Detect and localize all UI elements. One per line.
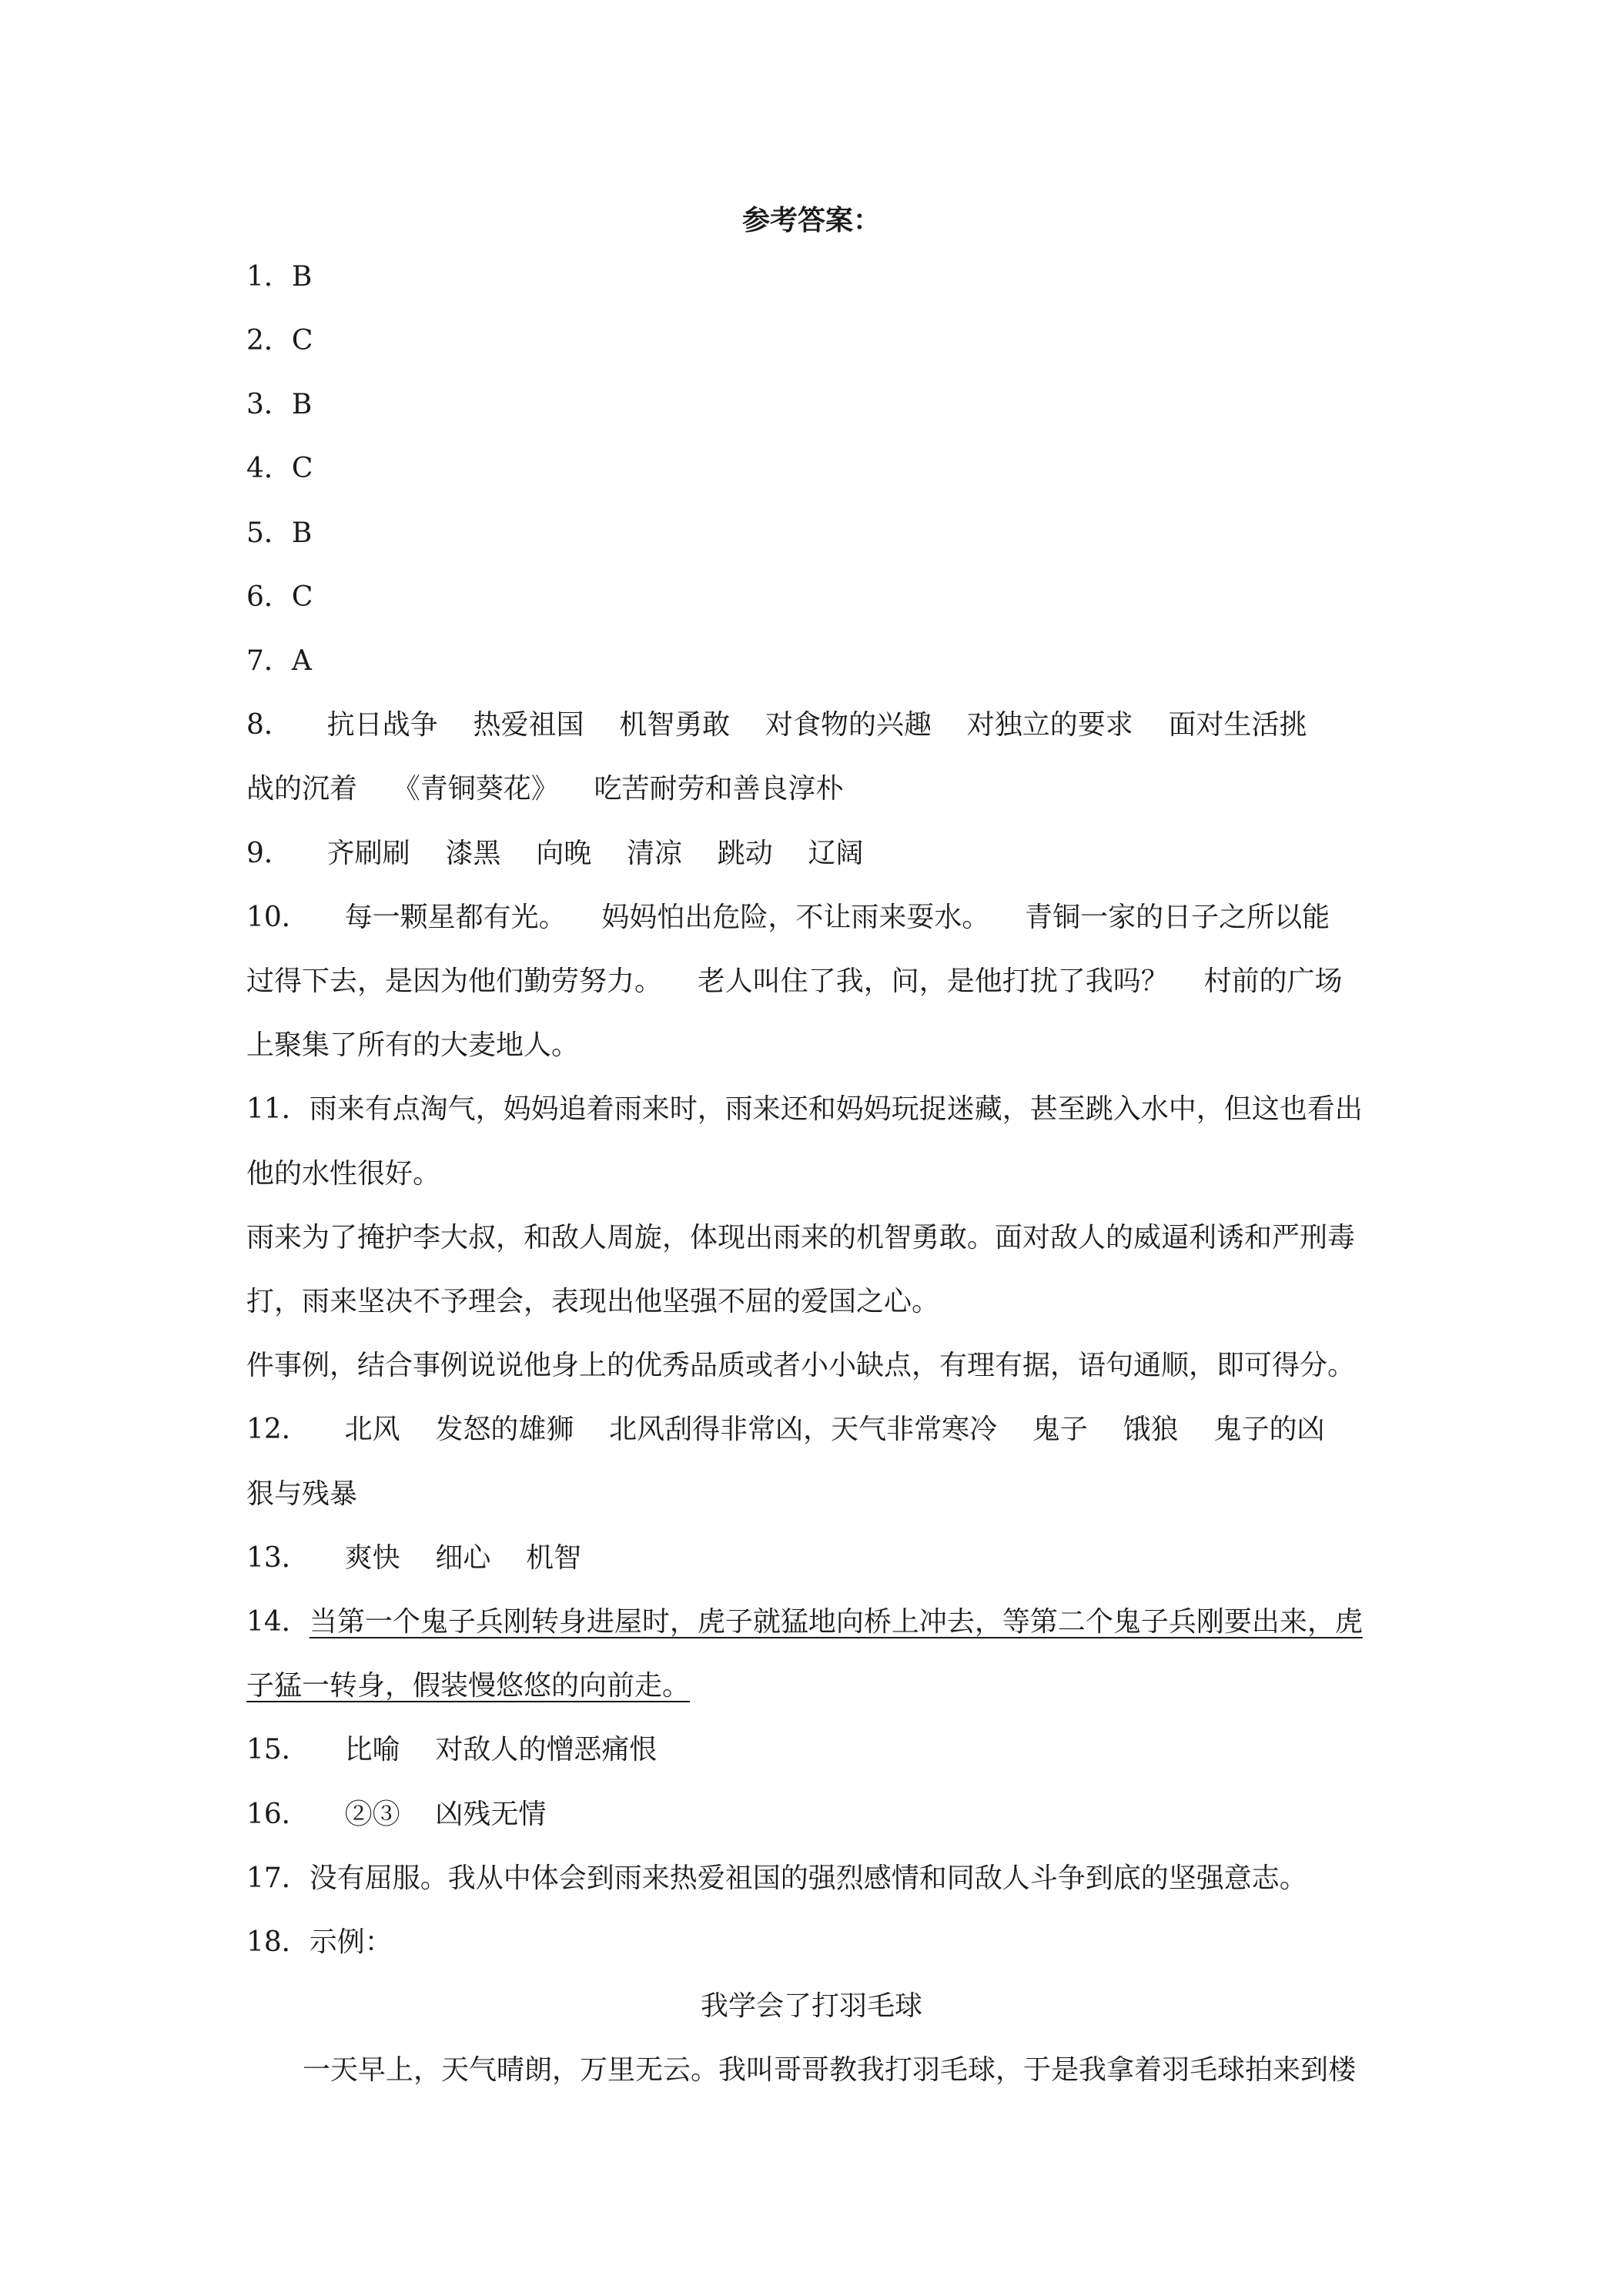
answer-14-line-1	[246, 1604, 1386, 1641]
page-title: 参考答案：	[741, 204, 881, 236]
answer-4: 4．C	[246, 453, 313, 484]
answer-10-line-1: 10． 每一颗星都有光。 妈妈怕出危险，不让雨来耍水。 青铜一家的日子之所以能	[246, 902, 1330, 933]
essay-paragraph-line-1: 一天早上，天气晴朗，万里无云。我叫哥哥教我打羽毛球，于是我拿着羽毛球拍来到楼	[303, 2054, 1357, 2086]
answer-11-line-4: 打，雨来坚决不予理会，表现出他坚强不屈的爱国之心。	[246, 1286, 940, 1317]
essay-title: 我学会了打羽毛球	[700, 1990, 922, 2022]
answer-13: 13． 爽快 细心 机智	[246, 1542, 582, 1574]
answer-2: 2．C	[246, 325, 313, 356]
answer-9: 9． 齐刷刷 漆黑 向晚 清凉 跳动 辽阔	[246, 838, 864, 869]
answer-16: 16． ②③ 凶残无情	[246, 1799, 547, 1830]
answer-10-line-2: 过得下去，是因为他们勤劳努力。 老人叫住了我，问，是他打扰了我吗？ 村前的广场	[246, 966, 1343, 997]
answer-12-line-2: 狠与残暴	[246, 1478, 358, 1510]
answer-17: 17．没有屈服。我从中体会到雨来热爱祖国的强烈感情和同敌人斗争到底的坚强意志。	[246, 1863, 1307, 1894]
answer-6: 6．C	[246, 581, 313, 613]
answer-1: 1．B	[246, 261, 313, 293]
answer-12-line-1: 12． 北风 发怒的雄狮 北风刮得非常凶，天气非常寒冷 鬼子 饿狼 鬼子的凶	[246, 1414, 1325, 1445]
answer-14-underlined-text: 当第一个鬼子兵刚转身进屋时，虎子就猛地向桥上冲去，等第二个鬼子兵刚要出来，虎	[309, 1606, 1363, 1638]
answer-15: 15． 比喻 对敌人的憎恶痛恨	[246, 1734, 658, 1766]
answer-14-underlined-text-cont: 子猛一转身，假装慢悠悠的向前走。	[246, 1670, 691, 1702]
answer-11-line-1: 11．雨来有点淘气，妈妈追着雨来时，雨来还和妈妈玩捉迷藏，甚至跳入水中，但这也看出	[246, 1093, 1363, 1125]
answer-11-line-2: 他的水性很好。	[246, 1158, 441, 1190]
answer-14-number: 14．	[246, 1606, 310, 1638]
answer-8-line-2: 战的沉着 《青铜葵花》 吃苦耐劳和善良淳朴	[246, 773, 844, 805]
answer-14-line-2	[246, 1668, 1386, 1705]
answer-11-line-5: 件事例，结合事例说说他身上的优秀品质或者小小缺点，有理有据，语句通顺，即可得分。	[246, 1350, 1356, 1381]
answer-3: 3．B	[246, 389, 313, 420]
answer-5: 5．B	[246, 517, 313, 549]
answer-8-line-1: 8． 抗日战争 热爱祖国 机智勇敢 对食物的兴趣 对独立的要求 面对生活挑	[246, 709, 1307, 741]
answer-11-line-3: 雨来为了掩护李大叔，和敌人周旋，体现出雨来的机智勇敢。面对敌人的威逼利诱和严刑毒	[246, 1222, 1356, 1253]
answer-7: 7．A	[246, 645, 312, 677]
answer-10-line-3: 上聚集了所有的大麦地人。	[246, 1029, 580, 1061]
answer-18: 18．示例：	[246, 1926, 393, 1958]
